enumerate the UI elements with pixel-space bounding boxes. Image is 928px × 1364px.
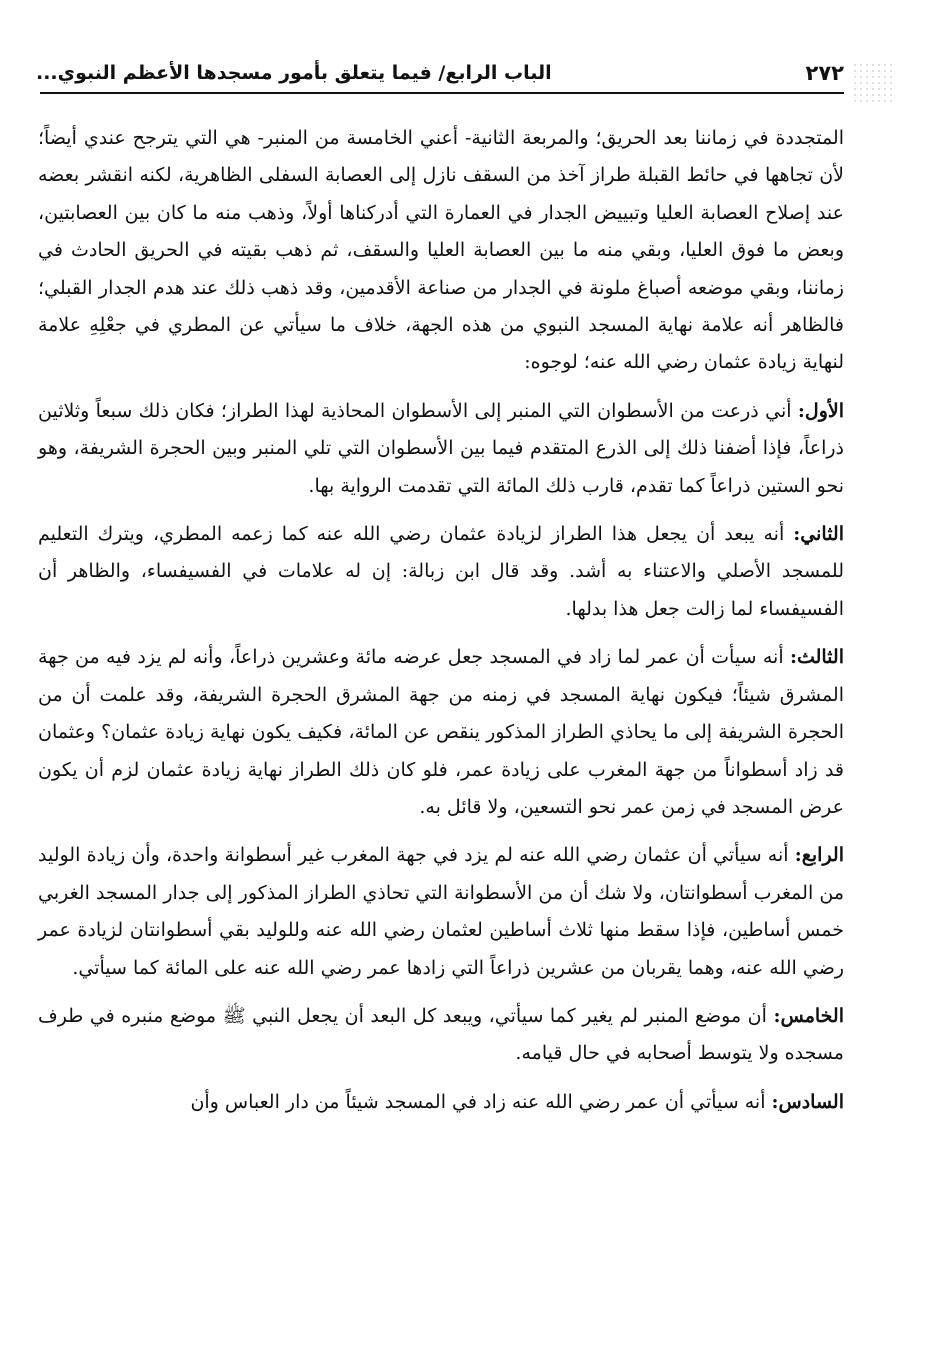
point-text: أنه سيأتي أن عمر رضي الله عنه زاد في المسجد شيئاً من دار العباس وأن (190, 1090, 772, 1113)
point-paragraph-5 (38, 998, 844, 1073)
point-label: الأول: (797, 399, 844, 422)
point-text: أنه يبعد أن يجعل هذا الطراز لزيادة عثمان رضي الله عنه كما زعمه المطري، ويترك التعليم للمسجد الأصلي والاعتناء به أشد. وقد قال ابن زبالة: إن له علامات في الفسيفساء، والظاهر أن الفسيفساء لما زالت جعل هذا بدلها. (38, 523, 844, 620)
page-header (36, 58, 844, 92)
point-paragraph-3 (38, 639, 844, 826)
point-text: أنه سيأتي أن عثمان رضي الله عنه لم يزد في جهة المغرب غير أسطوانة واحدة، وأن زيادة الوليد من المغرب أسطوانتان، ولا شك أن من الأسطوانة التي تحاذي الطراز المذكور إلى جدار المسجد الغربي خمس أساطين، فإذا سقط منها ثلاث أساطين لعثمان رضي الله عنه وللوليد بقي أسطوانتان لزيادة عمر رضي الله عنه، وهما يقربان من عشرين ذراعاً التي زادها عمر رضي الله عنه على المائة كما سيأتي. (38, 844, 844, 979)
point-paragraph-6 (38, 1084, 844, 1121)
body-text (38, 120, 844, 1121)
point-label: الخامس: (773, 1004, 844, 1027)
scan-speckle (852, 62, 896, 106)
point-paragraph-2 (38, 516, 844, 628)
header-rule (40, 92, 844, 94)
point-label: الثالث: (789, 646, 844, 669)
point-paragraph-4 (38, 837, 844, 987)
point-label: الرابع: (794, 844, 844, 867)
point-paragraph-1 (38, 393, 844, 505)
point-label: السادس: (771, 1090, 844, 1113)
point-text: أن موضع المنبر لم يغير كما سيأتي، ويبعد كل البعد أن يجعل النبي ﷺ موضع منبره في طرف مسجده ولا يتوسط أصحابه في حال قيامه. (38, 1004, 844, 1065)
point-text: أنه سيأت أن عمر لما زاد في المسجد جعل عرضه مائة وعشرين ذراعاً، وأنه لم يزد فيه من جهة المشرق شيئاً؛ فيكون نهاية المسجد في زمنه من جهة المشرق الحجرة الشريفة، وقد علمت أن من الحجرة الشريفة إلى ما يحاذي الطراز المذكور ينقص عن المائة، فكيف يكون نهاية زيادة عثمان؟ وعثمان قد زاد أسطواناً من جهة المغرب على زيادة عمر، فلو كان ذلك الطراز نهاية زيادة عثمان لزم أن يكون عرض المسجد في زمن عمر نحو التسعين، ولا قائل به. (38, 646, 844, 818)
running-title: الباب الرابع/ فيما يتعلق بأمور مسجدها الأعظم النبوي... (36, 62, 552, 84)
point-label: الثاني: (793, 523, 844, 546)
point-text: أني ذرعت من الأسطوان التي المنبر إلى الأسطوان المحاذية لهذا الطراز؛ فكان ذلك سبعاً وثلاثين ذراعاً، فإذا أضفنا ذلك إلى الذرع المتقدم فيما بين الأسطوان التي تلي المنبر وبين الحجرة الشريفة، وهو نحو الستين ذراعاً كما تقدم، قارب ذلك المائة التي تقدمت الرواية بها. (38, 399, 844, 497)
intro-paragraph: المتجددة في زماننا بعد الحريق؛ والمربعة الثانية- أعني الخامسة من المنبر- هي التي يترجح عندي أيضاً؛ لأن تجاهها في حائط القبلة طراز آخذ من السقف نازل إلى العصابة السفلى الظاهرية، لكنه انقشر بعضه عند إصلاح العصابة العليا وتبييض الجدار في العمارة التي أدركناها أولاً، وذهب منه ما كان بين العصابتين، وبعض ما فوق العليا، وبقي منه ما بين العصابة العليا والسقف، ثم ذهب بقيته في الحريق الحادث في زماننا، وبقي موضعه أصباغ ملونة في الجدار من صناعة الأقدمين، وقد ذهب ذلك عند هدم الجدار القبلي؛ فالظاهر أنه علامة نهاية المسجد النبوي من هذه الجهة، خلاف ما سيأتي عن المطري في جعْلِهِ علامة لنهاية زيادة عثمان رضي الله عنه؛ لوجوه: (38, 127, 844, 374)
page-number: ٢٧٢ (805, 61, 844, 85)
